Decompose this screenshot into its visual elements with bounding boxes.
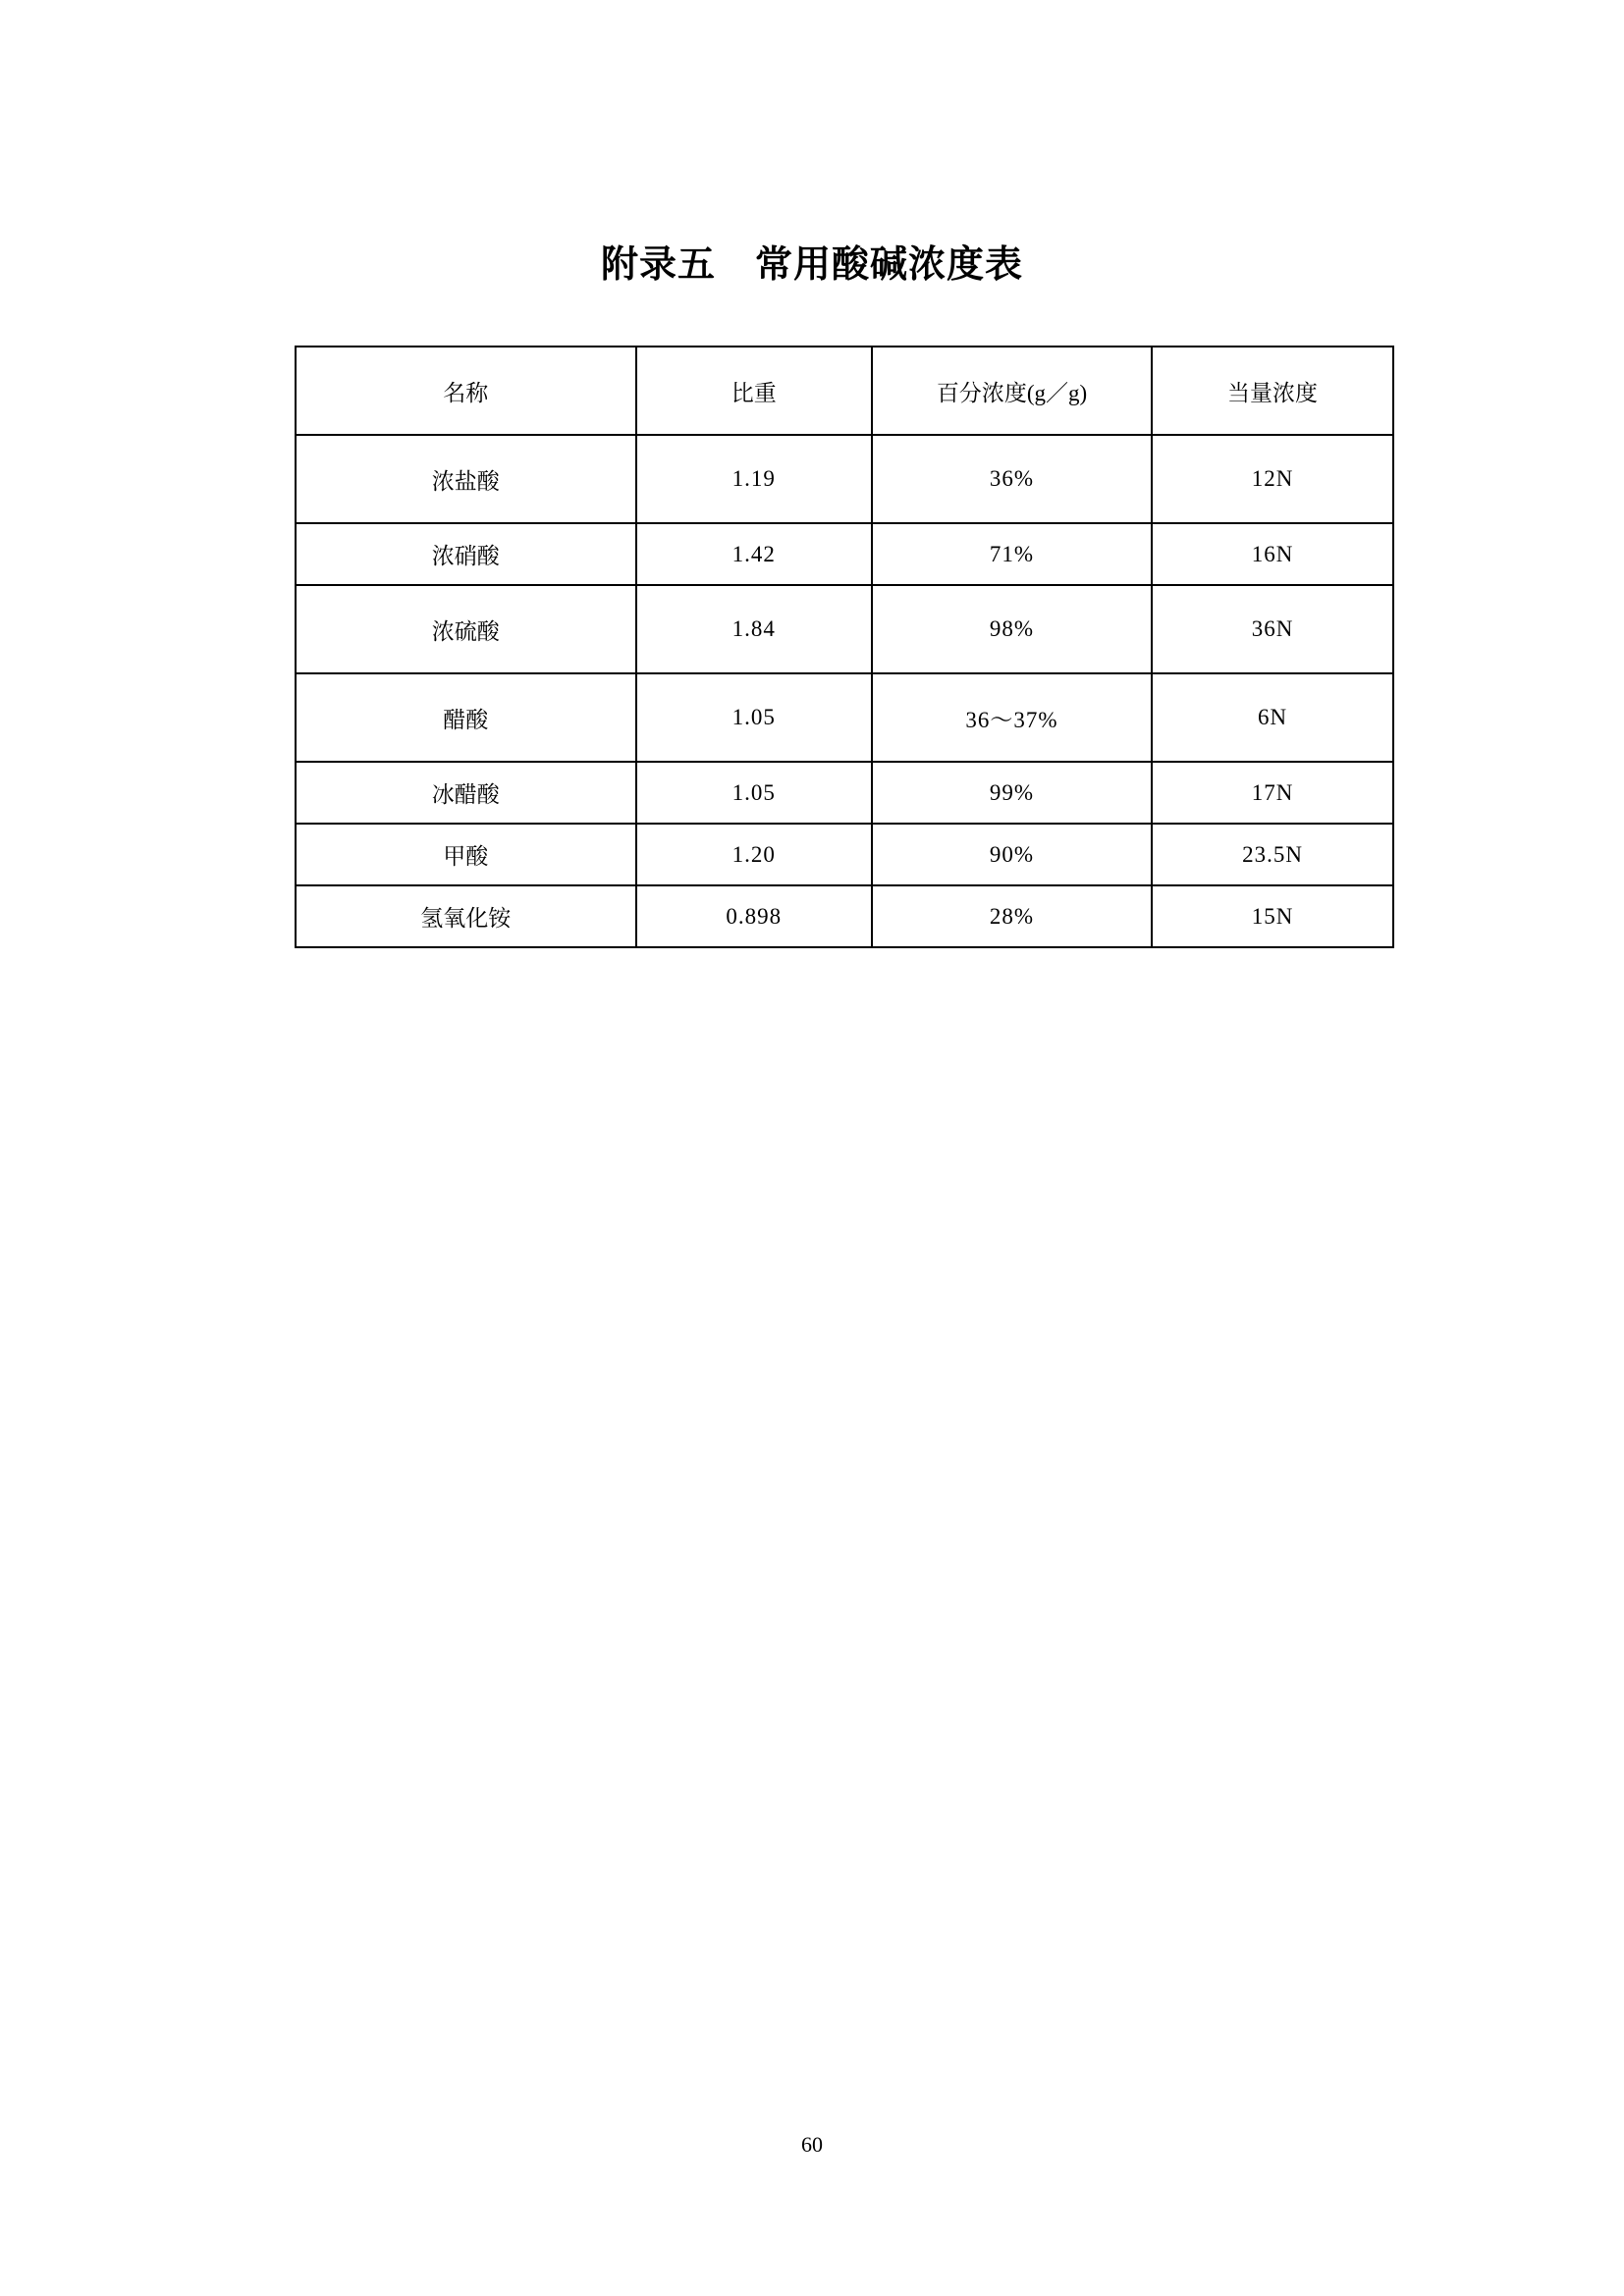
- cell-percent: 28%: [872, 885, 1152, 947]
- cell-name: 浓盐酸: [296, 435, 636, 523]
- column-header-name: 名称: [296, 347, 636, 435]
- table-row: [296, 824, 1393, 885]
- table-header-row: [296, 347, 1393, 435]
- concentration-table: [295, 346, 1394, 948]
- cell-name: 氢氧化铵: [296, 885, 636, 947]
- cell-equivalent: 16N: [1152, 523, 1393, 585]
- cell-name: 浓硝酸: [296, 523, 636, 585]
- table-row: [296, 673, 1393, 762]
- cell-specific-gravity: 1.84: [636, 585, 872, 673]
- cell-name: 冰醋酸: [296, 762, 636, 824]
- cell-specific-gravity: 1.42: [636, 523, 872, 585]
- cell-equivalent: 17N: [1152, 762, 1393, 824]
- column-header-equivalent-concentration: 当量浓度: [1152, 347, 1393, 435]
- cell-equivalent: 23.5N: [1152, 824, 1393, 885]
- table-row: [296, 523, 1393, 585]
- cell-percent: 98%: [872, 585, 1152, 673]
- cell-name: 浓硫酸: [296, 585, 636, 673]
- cell-percent: 71%: [872, 523, 1152, 585]
- cell-name: 甲酸: [296, 824, 636, 885]
- table-row: [296, 585, 1393, 673]
- concentration-table-container: [295, 346, 1394, 948]
- cell-percent: 99%: [872, 762, 1152, 824]
- page-title-prefix: 附录五: [600, 242, 716, 286]
- cell-equivalent: 12N: [1152, 435, 1393, 523]
- cell-specific-gravity: 1.05: [636, 673, 872, 762]
- page-number: 60: [801, 2132, 823, 2157]
- cell-percent: 36～37%: [872, 673, 1152, 762]
- page-title-main: 常用酸碱浓度表: [755, 242, 1024, 286]
- cell-equivalent: 36N: [1152, 585, 1393, 673]
- cell-specific-gravity: 1.20: [636, 824, 872, 885]
- cell-percent: 90%: [872, 824, 1152, 885]
- cell-percent: 36%: [872, 435, 1152, 523]
- column-header-percent-concentration: 百分浓度(g／g): [872, 347, 1152, 435]
- cell-equivalent: 6N: [1152, 673, 1393, 762]
- table-row: [296, 885, 1393, 947]
- table-row: [296, 762, 1393, 824]
- page-title: [0, 234, 1624, 288]
- cell-specific-gravity: 0.898: [636, 885, 872, 947]
- cell-name: 醋酸: [296, 673, 636, 762]
- cell-specific-gravity: 1.05: [636, 762, 872, 824]
- cell-equivalent: 15N: [1152, 885, 1393, 947]
- column-header-specific-gravity: 比重: [636, 347, 872, 435]
- table-row: [296, 435, 1393, 523]
- cell-specific-gravity: 1.19: [636, 435, 872, 523]
